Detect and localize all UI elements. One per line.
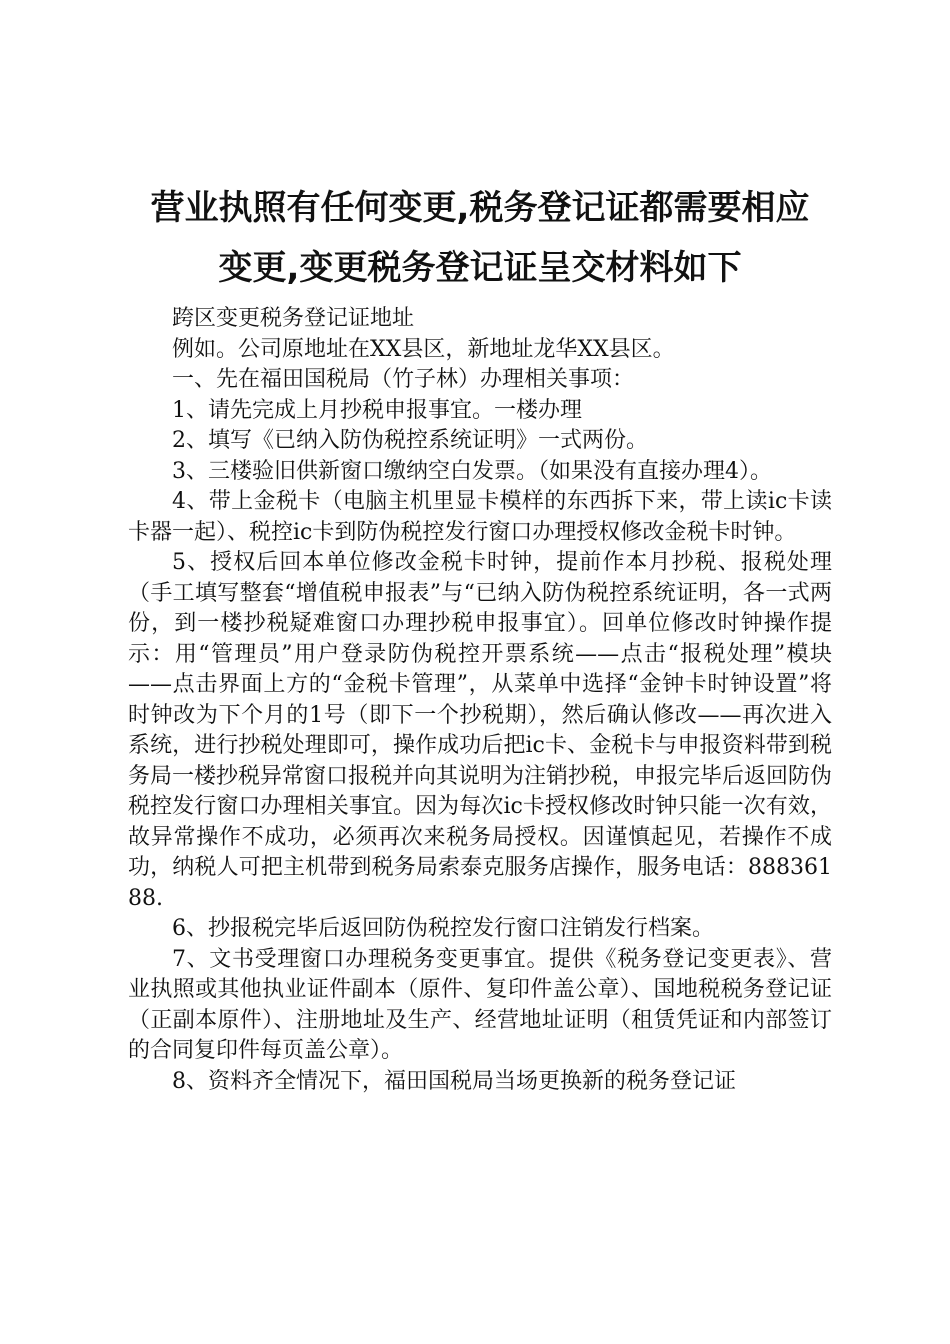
- document-page: [128, 178, 832, 1097]
- paragraph: 8、资料齐全情况下，福田国税局当场更换新的税务登记证: [172, 1068, 736, 1094]
- document-title: [128, 178, 832, 298]
- paragraph: 一、先在福田国税局（竹子林）办理相关事项：: [172, 367, 635, 392]
- paragraph: 6、抄报税完毕后返回防伪税控发行窗口注销发行档案。: [172, 916, 714, 941]
- paragraph: 例如。公司原地址在XX县区，新地址龙华XX县区。: [172, 336, 675, 362]
- paragraph: 2、填写《已纳入防伪税控系统证明》一式两份。: [172, 428, 648, 453]
- title-line-2: 变更,变更税务登记证呈交材料如下: [218, 248, 742, 288]
- paragraph: 3、三楼验旧供新窗口缴纳空白发票。（如果没有直接办理4）。: [172, 458, 772, 484]
- paragraph: 7、文书受理窗口办理税务变更事宜。提供《税务登记变更表》、营业执照或其他执业证件副本（原件、复印件盖公章）、国地税税务登记证（正副本原件）、注册地址及生产、经营地址证明（租赁凭证和内部签订的合同复印件每页盖公章）。: [128, 946, 832, 1063]
- paragraph: 5、授权后回本单位修改金税卡时钟，提前作本月抄税、报税处理（手工填写整套“增值税申报表”与“已纳入防伪税控系统证明，各一式两份，到一楼抄税疑难窗口办理抄税申报事宜）。回单位修改时钟操作提示：用“管理员”用户登录防伪税控开票系统——点击“报税处理”模块——点击界面上方的“金税卡管理”，从菜单中选择“金钟卡时钟设置”将时钟改为下个月的1号（即下一个抄税期），然后确认修改——再次进入系统，进行抄税处理即可，操作成功后把ic卡、金税卡与申报资料带到税务局一楼抄税异常窗口报税并向其说明为注销抄税，申报完毕后返回防伪税控发行窗口办理相关事宜。因为每次ic卡授权修改时钟只能一次有效，故异常操作不成功，必须再次来税务局授权。因谨慎起见，若操作不成功，纳税人可把主机带到税务局索泰克服务店操作，服务电话：88836188.: [128, 550, 833, 911]
- document-body: [128, 304, 832, 1097]
- paragraph: 跨区变更税务登记证地址: [172, 306, 415, 331]
- paragraph: 1、请先完成上月抄税申报事宜。一楼办理: [172, 397, 582, 423]
- paragraph: 4、带上金税卡（电脑主机里显卡模样的东西拆下来，带上读ic卡读卡器一起）、税控ic卡到防伪税控发行窗口办理授权修改金税卡时钟。: [128, 489, 832, 545]
- title-line-1: 营业执照有任何变更,税务登记证都需要相应: [150, 188, 810, 228]
